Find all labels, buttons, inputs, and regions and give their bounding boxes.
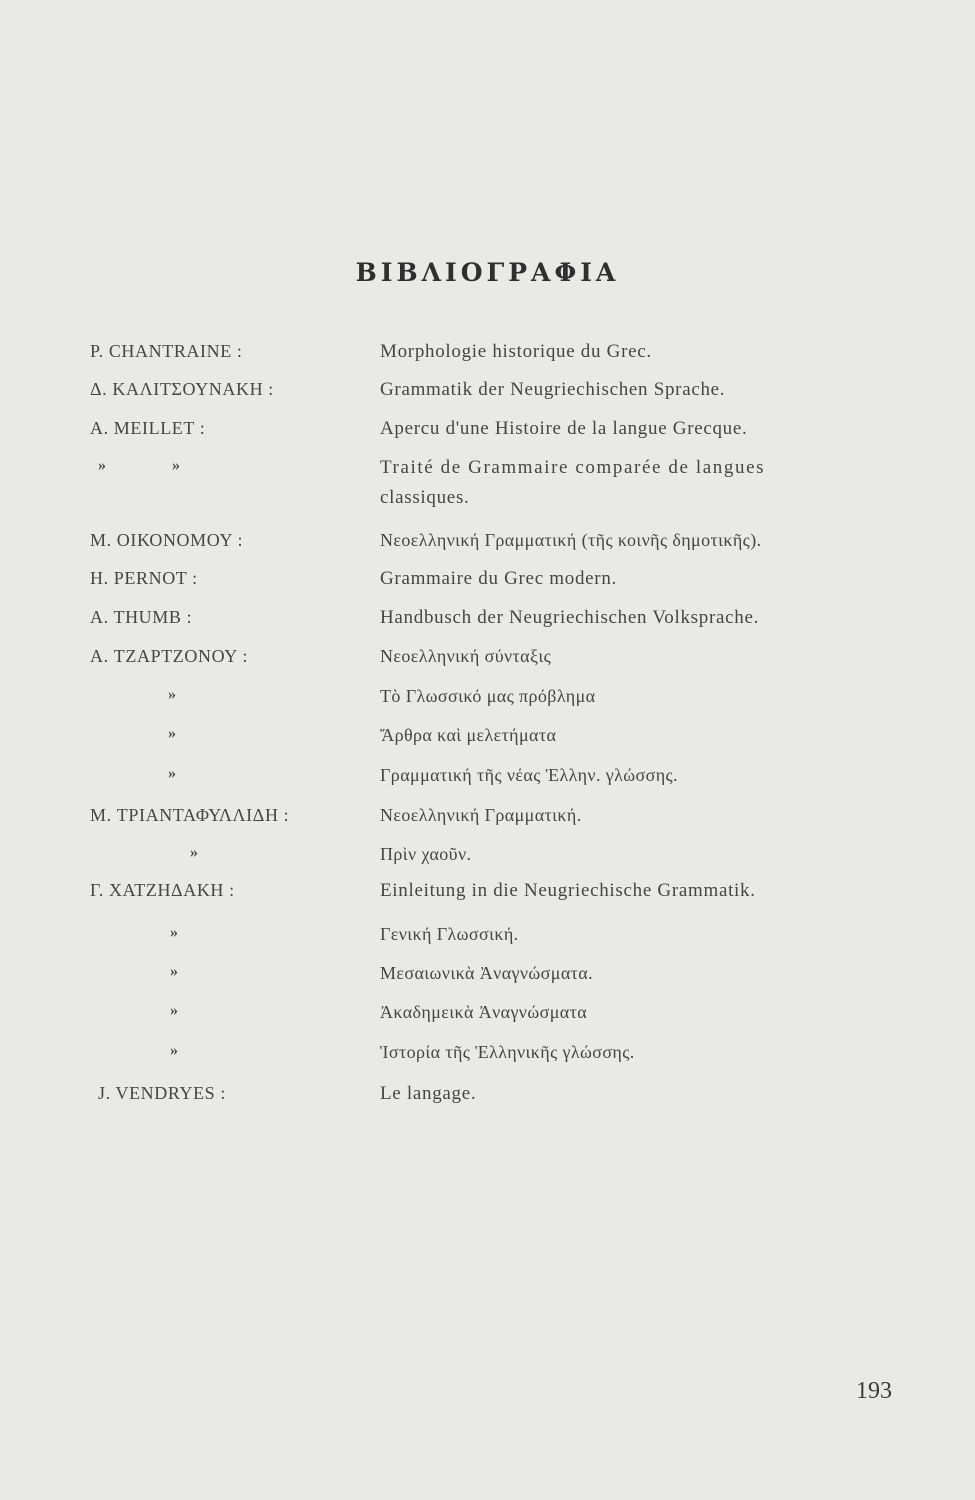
- entry-title: Νεοελληνική Γραμματική (τῆς κοινῆς δημοτικῆς).: [380, 530, 762, 550]
- entry-title: Μεσαιωνικὰ Ἀναγνώσματα.: [380, 963, 594, 983]
- ditto-mark: »: [168, 765, 176, 782]
- entry-title: Einleitung in die Neugriechische Grammatik.: [380, 880, 756, 901]
- ditto-mark: »: [170, 1042, 178, 1059]
- ditto-mark: »: [98, 457, 106, 474]
- entry-title: Morphologie historique du Grec.: [380, 341, 652, 362]
- entry-title: Ἄρθρα καὶ μελετήματα: [380, 725, 557, 745]
- ditto-mark: »: [168, 686, 176, 703]
- entry-author: J. VENDRYES :: [98, 1083, 226, 1103]
- ditto-mark: »: [168, 725, 176, 742]
- entry-author: Δ. ΚΑΛΙΤΣΟΥΝΑΚΗ :: [90, 379, 274, 399]
- entry-title: Νεοελληνική σύνταξις: [380, 646, 552, 666]
- entry-title: Grammatik der Neugriechischen Sprache.: [380, 379, 726, 400]
- entry-title: Γενική Γλωσσική.: [380, 924, 519, 944]
- entry-author: A. MEILLET :: [90, 418, 206, 438]
- entry-title: Le langage.: [380, 1083, 477, 1104]
- entry-title-continuation: classiques.: [380, 487, 470, 508]
- entry-author: P. CHANTRAINE :: [90, 341, 243, 361]
- entry-title: Ἀκαδημεικὰ Ἀναγνώσματα: [380, 1002, 588, 1022]
- entry-title: Grammaire du Grec modern.: [380, 568, 617, 589]
- ditto-mark: »: [170, 924, 178, 941]
- entry-title: Πρὶν χαοῦν.: [380, 844, 472, 864]
- entry-author: A. THUMB :: [90, 607, 193, 627]
- entry-title: Handbusch der Neugriechischen Volksprache.: [380, 607, 760, 628]
- entry-author: M. ΤΡΙΑΝΤΑΦΥΛΛΙΔΗ :: [90, 805, 290, 825]
- ditto-mark: »: [190, 844, 198, 861]
- page-number: 193: [856, 1378, 892, 1404]
- entry-author: M. ΟΙΚΟΝΟΜΟΥ :: [90, 530, 244, 550]
- ditto-mark: »: [170, 963, 178, 980]
- entry-title: Νεοελληνική Γραμματική.: [380, 805, 582, 825]
- page-title: ΒΙΒΛΙΟΓΡΑΦΙΑ: [355, 258, 620, 287]
- ditto-mark: »: [170, 1002, 178, 1019]
- entry-author: A. ΤΖΑΡΤΖΟΝΟΥ :: [90, 646, 248, 666]
- entry-title: Traité de Grammaire comparée de langues: [380, 457, 766, 478]
- entry-author: H. PERNOT :: [90, 568, 198, 588]
- entry-title: Apercu d'une Histoire de la langue Grecque.: [380, 418, 748, 439]
- entry-author: Γ. ΧΑΤΖΗΔΑΚΗ :: [90, 880, 235, 900]
- entry-title: Ἱστορία τῆς Ἑλληνικῆς γλώσσης.: [380, 1042, 635, 1062]
- entry-title: Γραμματική τῆς νέας Ἑλλην. γλώσσης.: [380, 765, 678, 785]
- entry-title: Τὸ Γλωσσικό μας πρόβλημα: [380, 686, 596, 706]
- ditto-mark: »: [172, 457, 180, 474]
